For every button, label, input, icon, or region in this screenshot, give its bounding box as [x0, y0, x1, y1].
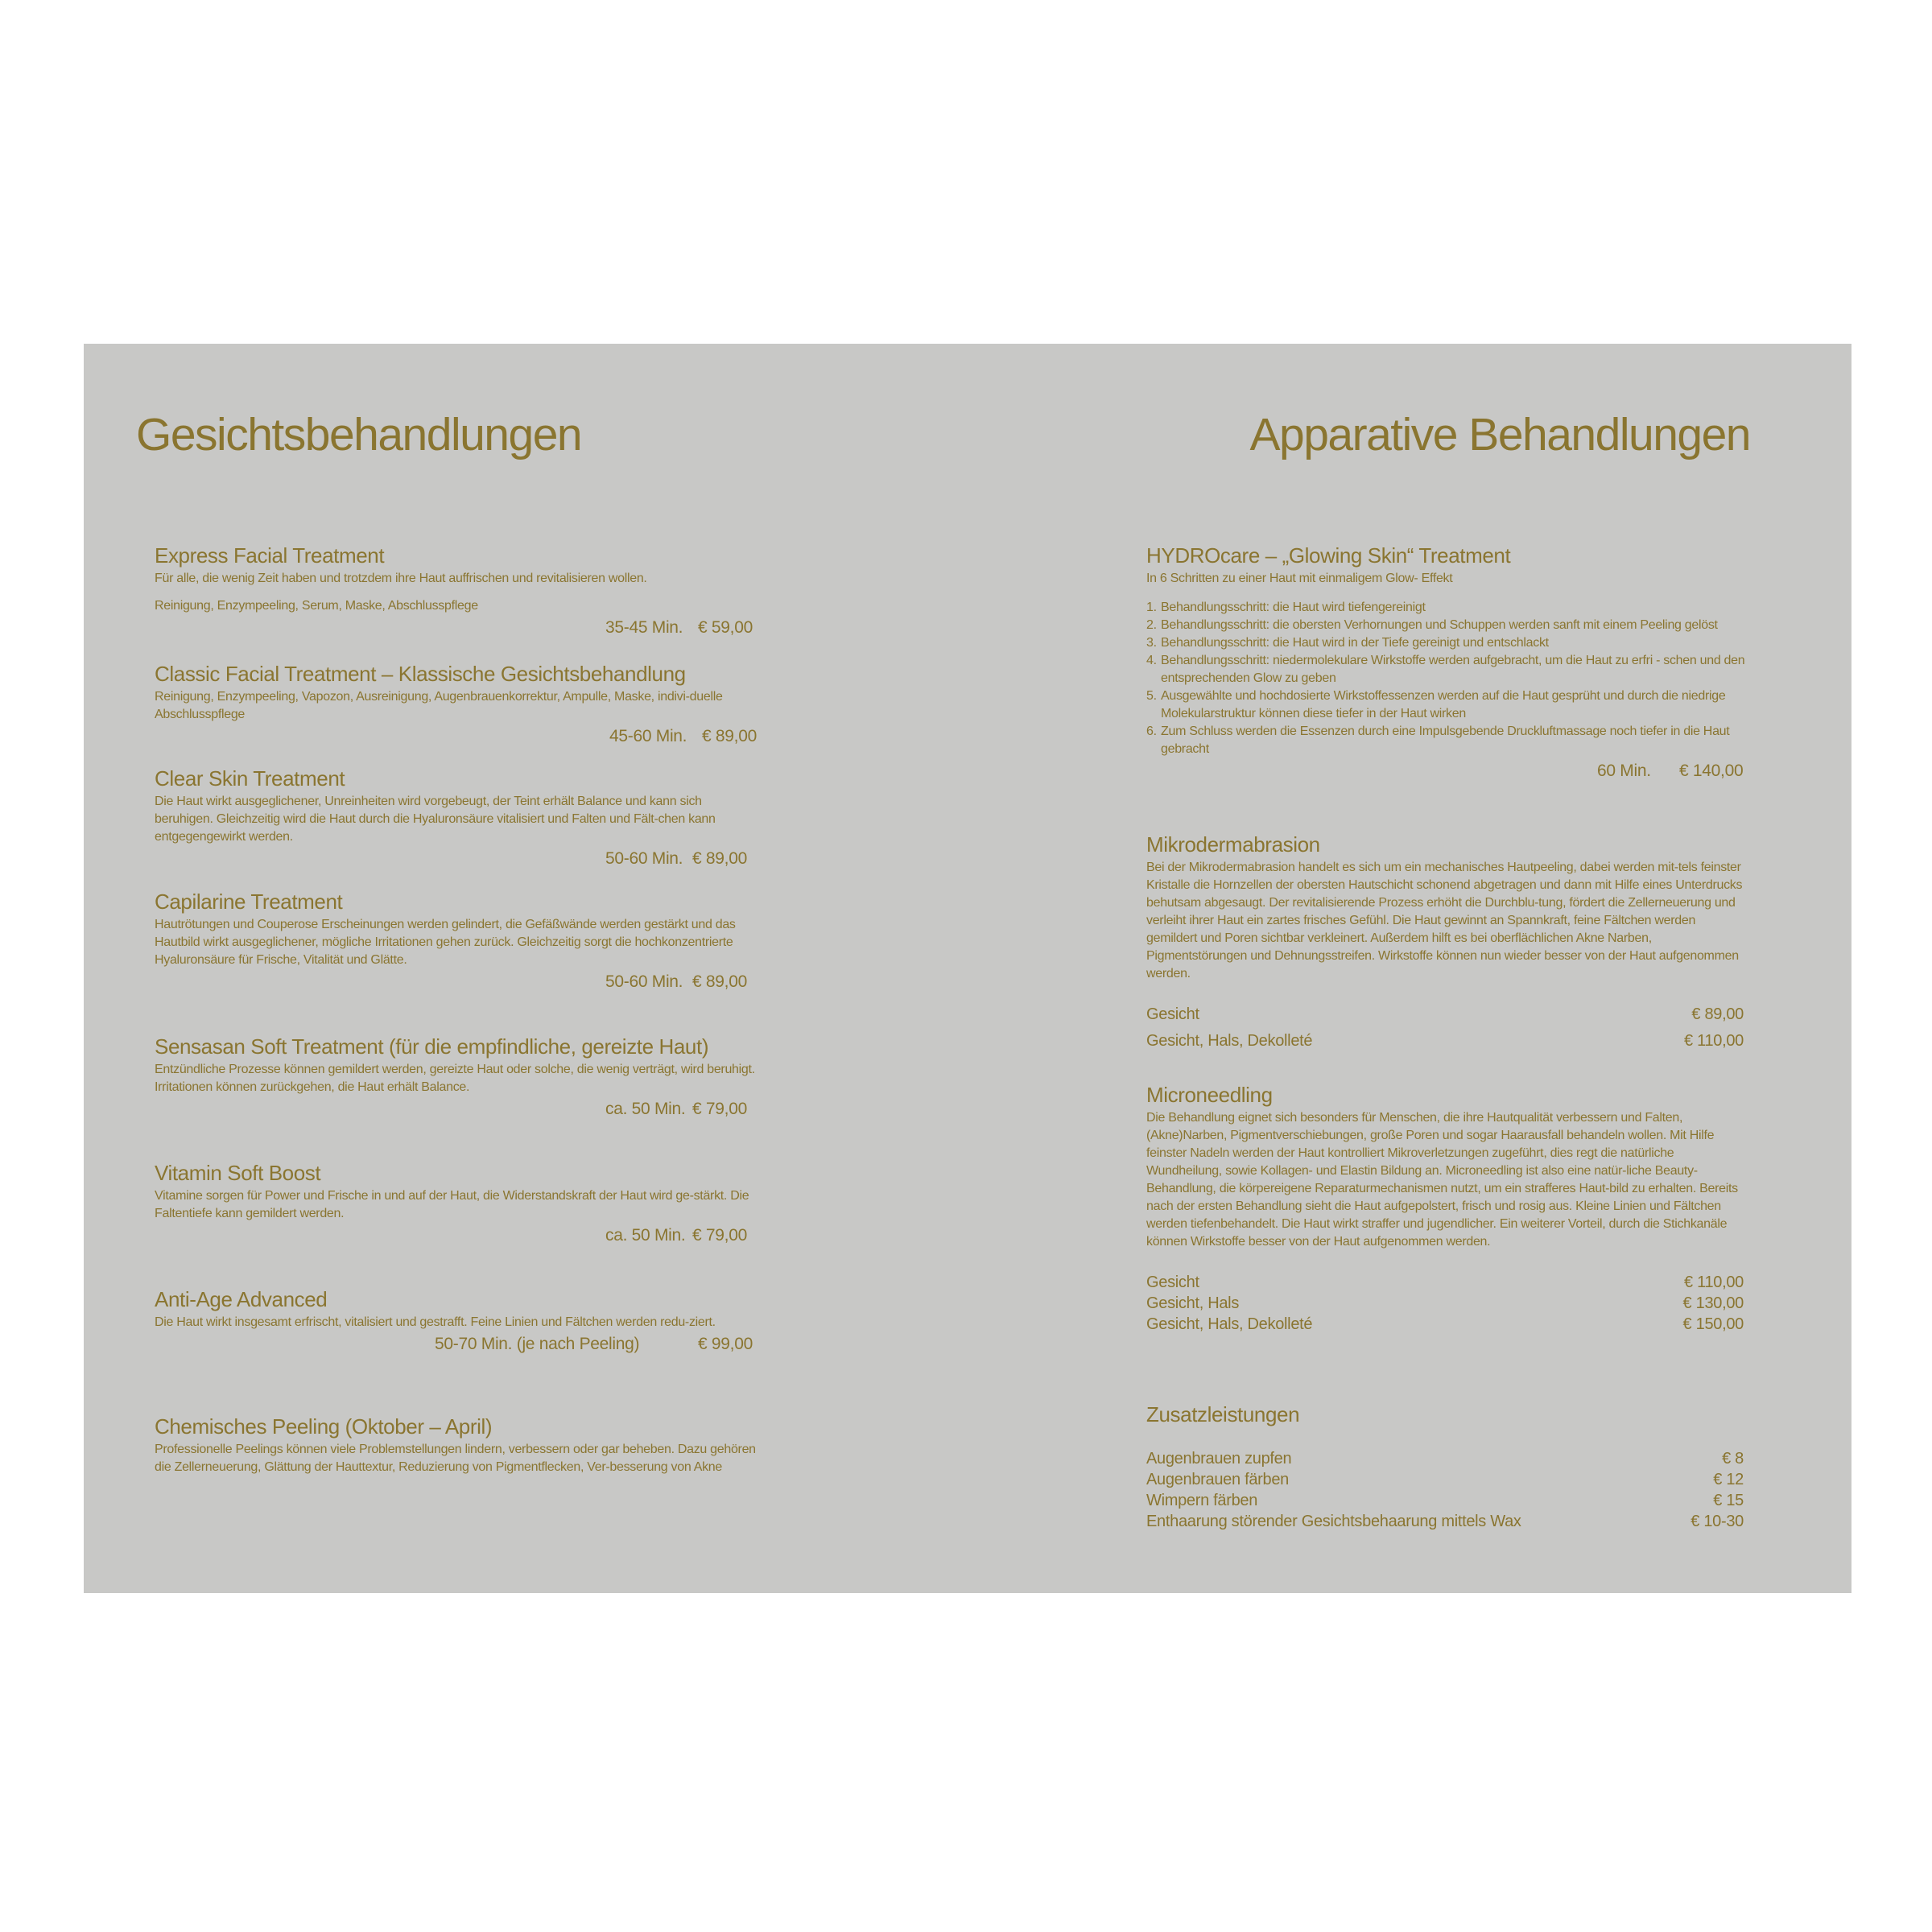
price-row [1146, 758, 1746, 782]
section-description: Die Behandlung eignet sich besonders für Menschen, die ihre Hautqualität verbessern und Falten, (Akne)Narben, Pigmentverschiebungen, große Poren und sogar Haarausfall behandeln wollen. Mit Hilfe feinster Nadeln werden der Haut kontrolliert Mikroverletzungen zugeführt, dies regt die natürliche Wundheilung, sowie Kollagen- und Elastin Bildung an. Microneedling ist also eine natür-liche Beauty-Behandlung, die körpereigene Reparaturmechanismen nutzt, um ein strafferes Haut-bild zu erhalten. Bereits nach der ersten Behandlung sieht die Haut aufgepolstert, frisch und rosig aus. Kleine Linien und Fältchen werden tiefenbehandelt. Die Haut wirkt straffer und jugendlicher. Ein weiterer Vorteil, durch die Stichkanäle können Wirkstoffe besser von der Haut aufgenommen werden. [1146, 1111, 1738, 1249]
price: € 89,00 [692, 972, 747, 991]
price-item: Augenbrauen zupfen € 8 [1146, 1450, 1744, 1468]
section-anti-age [155, 1287, 757, 1356]
duration: 60 Min. [1597, 762, 1651, 780]
section-chemical-peeling [155, 1414, 757, 1476]
step-item: 5. Ausgewählte und hochdosierte Wirkstoffessenzen werden auf die Haut gesprüht und durch die niedrige Molekularstruktur können diese tiefer in der Haut wirken [1146, 689, 1726, 720]
duration: ca. 50 Min. [605, 1100, 686, 1118]
section-title: Sensasan Soft Treatment (für die empfindliche, gereizte Haut) [155, 1034, 709, 1059]
step-item: 4. Behandlungsschritt: niedermolekulare Wirkstoffe werden aufgebracht, um die Haut zu erfri - schen und den entsprechenden Glow zu geben [1146, 654, 1745, 685]
price: € 140,00 [1679, 762, 1744, 780]
section-title: Classic Facial Treatment – Klassische Gesichtsbehandlung [155, 662, 686, 686]
price: € 79,00 [692, 1100, 747, 1118]
section-clear-skin [155, 766, 757, 870]
price-item: Augenbrauen färben € 12 [1146, 1471, 1744, 1488]
price-list [1146, 1450, 1744, 1534]
section-description: Die Haut wirkt insgesamt erfrischt, vitalisiert und gestrafft. Feine Linien und Fältchen werden redu-ziert. [155, 1315, 716, 1329]
section-title: Zusatzleistungen [1146, 1402, 1300, 1426]
price-row [155, 1096, 757, 1121]
treatment-steps [1146, 599, 1746, 758]
section-description: Die Haut wirkt ausgeglichener, Unreinheiten wird vorgebeugt, der Teint erhält Balance und kann sich beruhigen. Gleichzeitig wird die Haut durch die Hyaluronsäure vitalisiert und Falten und Fält-chen kann entgegengewirkt werden. [155, 795, 716, 844]
duration: ca. 50 Min. [605, 1226, 686, 1245]
section-description: Professionelle Peelings können viele Problemstellungen lindern, verbessern oder gar beheben. Dazu gehören die Zellerneuerung, Glättung der Hauttextur, Reduzierung von Pigmentflecken, Ver-besserung von Akne [155, 1443, 756, 1474]
duration: 50-60 Min. [605, 972, 683, 991]
section-microneedling [1146, 1083, 1746, 1336]
price-item: Gesicht € 110,00 [1146, 1274, 1744, 1291]
price: € 89,00 [702, 727, 757, 745]
price-row [155, 1223, 757, 1247]
duration: 45-60 Min. [609, 727, 687, 745]
section-title: HYDROcare – „Glowing Skin“ Treatment [1146, 543, 1511, 568]
section-description: Bei der Mikrodermabrasion handelt es sich um ein mechanisches Hautpeeling, dabei werden mit-tels feinster Kristalle die Hornzellen der obersten Hautschicht schonend abgetragen und dann mit Hilfe eines Unterdrucks behutsam abgesaugt. Der revitalisierende Prozess erhöht die Durchblu-tung, fördert die Zellerneuerung und verleiht ihrer Haut ein zartes frisches Gefühl. Die Haut gewinnt an Spannkraft, feine Fältchen werden gemildert und Poren sichtbar verkleinert. Außerdem hilft es bei oberflächlichen Akne Narben, Pigmentstörungen und Dehnungsstreifen. Wirkstoffe können nun wieder besser von der Haut aufgenommen werden. [1146, 861, 1743, 980]
section-title: Clear Skin Treatment [155, 766, 345, 791]
step-item: 3. Behandlungsschritt: die Haut wird in der Tiefe gereinigt und entschlackt [1146, 636, 1549, 650]
section-description: Reinigung, Enzympeeling, Vapozon, Ausreinigung, Augenbrauenkorrektur, Ampulle, Maske, indivi-duelle Abschlusspflege [155, 690, 723, 721]
page-title-left: Gesichtsbehandlungen [136, 409, 582, 460]
price-row [155, 969, 757, 993]
price-row [155, 1331, 757, 1356]
section-title: Vitamin Soft Boost [155, 1161, 321, 1185]
price-item: Gesicht, Hals, Dekolleté € 150,00 [1146, 1315, 1744, 1333]
section-mikrodermabrasion [1146, 832, 1746, 1053]
section-description: Für alle, die wenig Zeit haben und trotzdem ihre Haut auffrischen und revitalisieren wollen. [155, 572, 647, 585]
section-description: Vitamine sorgen für Power und Frische in und auf der Haut, die Widerstandskraft der Haut wird ge-stärkt. Die Faltentiefe kann gemildert werden. [155, 1189, 749, 1220]
price-list-sheet [84, 344, 1852, 1593]
price-item: Gesicht, Hals € 130,00 [1146, 1294, 1744, 1312]
section-title: Capilarine Treatment [155, 890, 343, 914]
section-description-2: Reinigung, Enzympeeling, Serum, Maske, Abschlusspflege [155, 599, 478, 613]
section-subtitle: In 6 Schritten zu einer Haut mit einmaligem Glow- Effekt [1146, 572, 1453, 585]
section-classic-facial [155, 662, 757, 748]
price: € 59,00 [698, 618, 753, 637]
section-express-facial [155, 543, 757, 639]
section-title: Anti-Age Advanced [155, 1287, 328, 1311]
price-item: Wimpern färben € 15 [1146, 1492, 1744, 1509]
price-item: Gesicht, Hals, Dekolleté € 110,00 [1146, 1032, 1744, 1050]
section-title: Express Facial Treatment [155, 543, 385, 568]
section-title: Chemisches Peeling (Oktober – April) [155, 1414, 493, 1439]
duration: 35-45 Min. [605, 618, 683, 637]
duration: 50-70 Min. (je nach Peeling) [435, 1335, 640, 1353]
duration: 50-60 Min. [605, 849, 683, 868]
price: € 89,00 [692, 849, 747, 868]
step-item: 2. Behandlungsschritt: die obersten Verhornungen und Schuppen werden sanft mit einem Peeling gelöst [1146, 618, 1718, 632]
section-zusatzleistungen [1146, 1402, 1746, 1534]
section-capilarine [155, 890, 757, 993]
price-item: Gesicht € 89,00 [1146, 1005, 1744, 1023]
step-item: 6. Zum Schluss werden die Essenzen durch eine Impulsgebende Druckluftmassage noch tiefer in die Haut gebracht [1146, 724, 1730, 756]
price-row [155, 724, 757, 748]
page-title-right: Apparative Behandlungen [1249, 409, 1750, 460]
price-row [155, 846, 757, 870]
section-title: Microneedling [1146, 1083, 1273, 1107]
section-title: Mikrodermabrasion [1146, 832, 1320, 857]
price: € 99,00 [698, 1335, 753, 1353]
price-item: Enthaarung störender Gesichtsbehaarung mittels Wax € 10-30 [1146, 1513, 1744, 1530]
price-list [1146, 1274, 1744, 1336]
price: € 79,00 [692, 1226, 747, 1245]
price-row [155, 615, 757, 639]
section-description: Hautrötungen und Couperose Erscheinungen werden gelindert, die Gefäßwände werden gestärkt und das Hautbild wirkt ausgeglichener, mögliche Irritationen gehen zurück. Gleichzeitig sorgt die hochkonzentrierte Hyaluronsäure für Frische, Vitalität und Glätte. [155, 918, 736, 967]
price-list [1146, 1005, 1744, 1053]
step-item: 1. Behandlungsschritt: die Haut wird tiefengereinigt [1146, 601, 1426, 614]
section-description: Entzündliche Prozesse können gemildert werden, gereizte Haut oder solche, die wenig verträgt, wird beruhigt. Irritationen können zurückgehen, die Haut erhält Balance. [155, 1063, 755, 1094]
section-hydrocare [1146, 543, 1746, 782]
section-sensasan [155, 1034, 757, 1121]
section-vitamin-boost [155, 1161, 757, 1247]
